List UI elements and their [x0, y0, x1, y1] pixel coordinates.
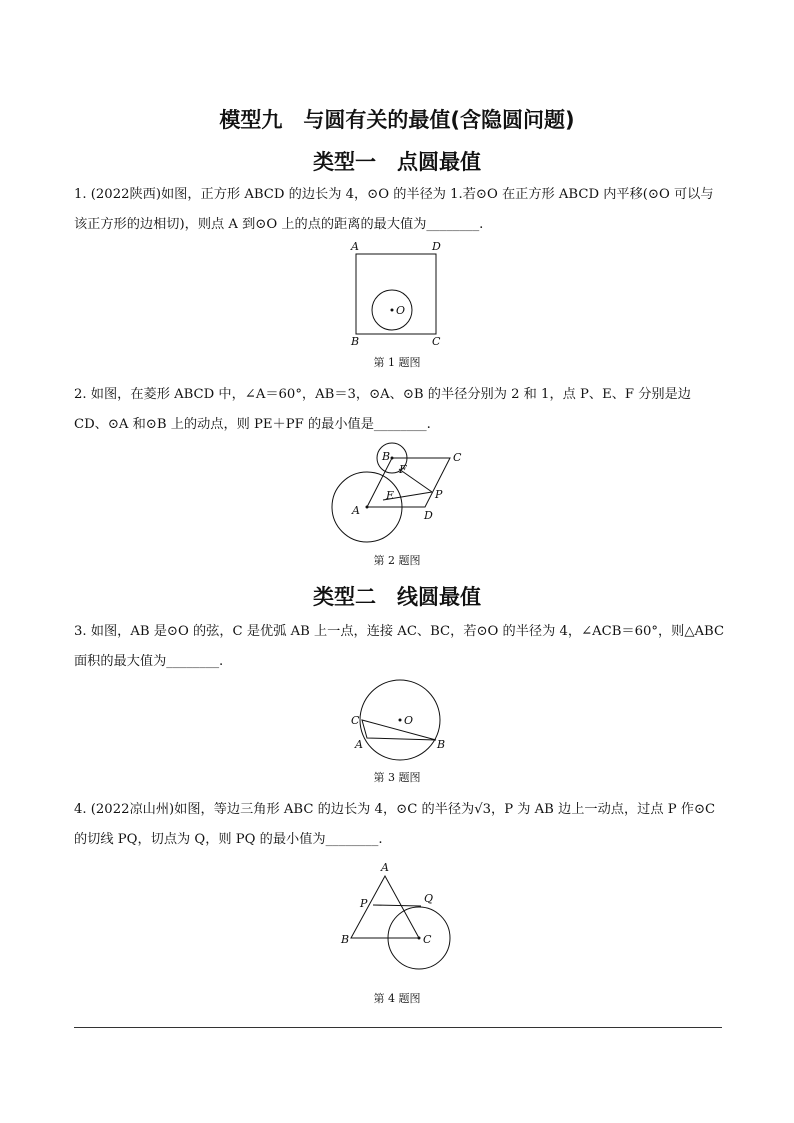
label-c: C	[453, 451, 462, 464]
label-b: B	[351, 335, 360, 348]
question-1-text: 1. (2022陕西)如图，正方形 ABCD 的边长为 4，⊙O 的半径为 1.若⊙O 在正方形 ABCD 内平移(⊙O 可以与该正方形的边相切)，则点 A 到⊙O 上的点的距离的最大值为________.	[74, 187, 714, 232]
label-o: O	[396, 304, 406, 317]
section-heading-2: 类型二 线圆最值	[313, 585, 481, 609]
question-4-text: 4. (2022凉山州)如图，等边三角形 ABC 的边长为 4，⊙C 的半径为√3，P 为 AB 边上一动点，过点 P 作⊙C 的切线 PQ，切点为 Q，则 PQ 的最小值为________.	[74, 802, 716, 847]
center-o	[391, 309, 394, 312]
label-a: A	[381, 861, 389, 874]
figure-2-caption: 第 2 题图	[373, 554, 421, 567]
label-b: B	[341, 933, 350, 946]
label-c: C	[351, 714, 360, 727]
label-a: A	[355, 738, 363, 751]
figure-4-triangle-circle	[335, 860, 465, 975]
section-heading-1: 类型一 点圆最值	[313, 150, 481, 174]
question-2-text: 2. 如图，在菱形 ABCD 中，∠A＝60°，AB＝3，⊙A、⊙B 的半径分别为 2 和 1，点 P、E、F 分别是边 CD、⊙A 和⊙B 上的动点，则 PE＋PF 的最小值是________.	[74, 387, 691, 432]
figure-3-circle-triangle	[340, 672, 460, 772]
label-b: B	[437, 738, 446, 751]
figure-1-square-circle	[340, 238, 450, 348]
tangent-pq	[373, 905, 421, 906]
center-o	[399, 719, 402, 722]
label-a: A	[351, 240, 359, 253]
label-p: P	[435, 488, 443, 501]
label-a: A	[352, 504, 360, 517]
figure-4-caption: 第 4 题图	[373, 992, 421, 1005]
figure-2-rhombus-circles	[325, 440, 475, 550]
label-c: C	[423, 933, 432, 946]
figure-3-caption: 第 3 题图	[373, 771, 421, 784]
label-b: B	[382, 450, 391, 463]
center-b	[391, 457, 394, 460]
label-d: D	[432, 240, 441, 253]
label-e: E	[386, 489, 395, 502]
label-f: F	[399, 463, 407, 476]
center-c	[418, 937, 421, 940]
square-abcd	[356, 254, 436, 334]
triangle-abc	[362, 720, 436, 740]
figure-1-caption: 第 1 题图	[373, 356, 421, 369]
label-p: P	[360, 897, 368, 910]
label-d: D	[424, 509, 433, 522]
label-c: C	[432, 335, 441, 348]
label-q: Q	[424, 892, 434, 905]
center-a	[366, 506, 369, 509]
page-title: 模型九 与圆有关的最值(含隐圆问题)	[219, 108, 575, 132]
question-3-text: 3. 如图，AB 是⊙O 的弦，C 是优弧 AB 上一点，连接 AC、BC，若⊙O 的半径为 4，∠ACB＝60°，则△ABC 面积的最大值为________.	[74, 624, 725, 669]
footer-rule	[74, 1027, 722, 1028]
label-o: O	[404, 714, 414, 727]
